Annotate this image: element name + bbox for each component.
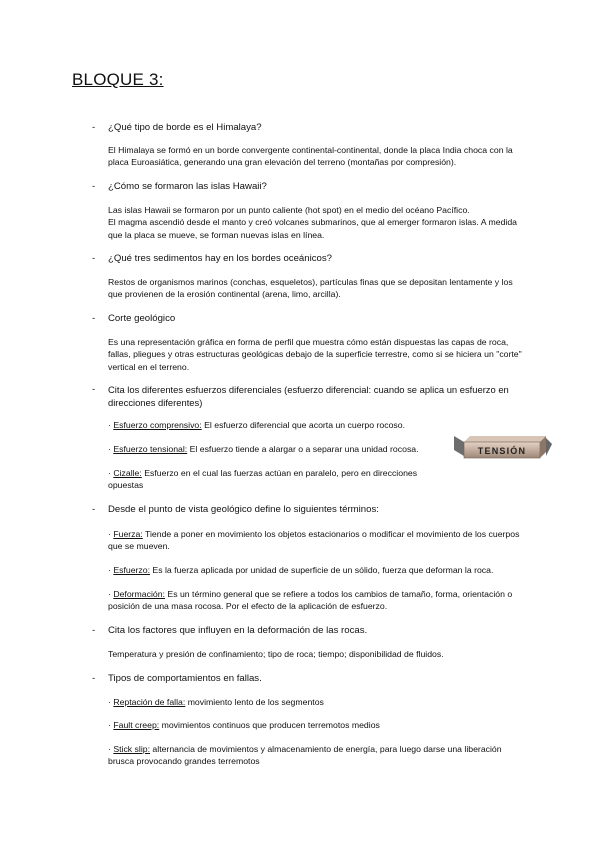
term-item <box>108 588 528 613</box>
item-prefix: · <box>108 589 114 599</box>
term-definition: movimiento lento de los segmentos <box>185 697 324 707</box>
item-prefix: · <box>108 720 114 730</box>
block-top <box>464 436 546 442</box>
term-definition: El esfuerzo diferencial que acorta un cuerpo rocoso. <box>201 420 405 430</box>
item-prefix: · <box>108 420 114 430</box>
term-item <box>108 467 448 492</box>
term-definition: El esfuerzo tiende a alargar o a separar una unidad rocosa. <box>187 444 419 454</box>
term-definition: alternancia de movimientos y almacenamiento de energía, para luego darse una liberación brusca provocando grandes terremotos <box>108 744 502 767</box>
tension-block-image <box>454 432 552 466</box>
term-item <box>108 564 528 576</box>
answer-4: Es una representación gráfica en forma de perfil que muestra cómo están dispuestas las capas de roca, fallas, pliegues y otras estructuras geológicas debajo de la superficie terrestre, como si se hiciera un "corte" vertical en el terreno. <box>108 337 522 372</box>
item-prefix: · <box>108 744 114 754</box>
bullet-dash: - <box>92 504 96 515</box>
term-label: Fuerza: <box>113 529 143 539</box>
term-item <box>108 719 528 731</box>
bullet-dash: - <box>92 384 96 395</box>
term-definition: movimientos continuos que producen terremotos medios <box>159 720 380 730</box>
term-item <box>108 528 528 553</box>
question-text: ¿Qué tres sedimentos hay en los bordes oceánicos? <box>108 253 332 264</box>
term-definition: Esfuerzo en el cual las fuerzas actúan en paralelo, pero en direcciones opuestas <box>108 468 418 491</box>
answer-1: El Himalaya se formó en un borde convergente continental-continental, donde la placa India choca con la placa Euroasiática, generando una gran elevación del terreno (montañas por compresión). <box>108 145 513 168</box>
item-prefix: · <box>108 468 114 478</box>
term-definition: Tiende a poner en movimiento los objetos estacionarios o modificar el movimiento de los cuerpos que se mueven. <box>108 529 520 552</box>
item-prefix: · <box>108 565 114 575</box>
question-text: Cita los diferentes esfuerzos diferenciales (esfuerzo diferencial: cuando se aplica un esfuerzo en direcciones diferentes) <box>108 384 509 408</box>
question-text: Corte geológico <box>108 313 176 324</box>
term-label: Reptación de falla: <box>113 697 186 707</box>
term-label: Esfuerzo: <box>113 565 151 575</box>
question-text: ¿Cómo se formaron las islas Hawaii? <box>108 181 267 192</box>
question-text: Desde el punto de vista geológico define lo siguientes términos: <box>108 504 379 515</box>
bullet-dash: - <box>92 625 96 636</box>
term-label: Deformación: <box>113 589 165 599</box>
answer-3: Restos de organismos marinos (conchas, esqueletos), partículas finas que se depositan lentamente y los que provienen de la erosión continental (arena, limo, arcilla). <box>108 277 513 300</box>
term-definition: Es la fuerza aplicada por unidad de superficie de un sólido, fuerza que deforman la roca. <box>150 565 494 575</box>
item-prefix: · <box>108 697 114 707</box>
term-label: Stick slip: <box>113 744 151 754</box>
bullet-dash: - <box>92 181 96 192</box>
term-item <box>108 419 528 431</box>
right-arrow-shape <box>546 438 552 456</box>
term-label: Fault creep: <box>113 720 160 730</box>
left-arrow-shape <box>454 436 464 456</box>
term-label: Esfuerzo tensional: <box>113 444 188 454</box>
bullet-dash: - <box>92 673 96 684</box>
page-title: BLOQUE 3: <box>72 70 164 89</box>
question-text: ¿Qué tipo de borde es el Himalaya? <box>108 122 262 133</box>
bullet-dash: - <box>92 313 96 324</box>
item-prefix: · <box>108 444 114 454</box>
term-label: Esfuerzo comprensivo: <box>113 420 202 430</box>
answer-2 <box>108 204 528 241</box>
answer-7: Temperatura y presión de confinamiento; tipo de roca; tiempo; disponibilidad de fluidos. <box>108 649 444 659</box>
bullet-dash: - <box>92 122 96 133</box>
item-prefix: · <box>108 529 114 539</box>
question-text: Tipos de comportamientos en fallas. <box>108 673 262 684</box>
question-text: Cita los factores que influyen en la deformación de las rocas. <box>108 625 368 636</box>
term-definition: Es un término general que se refiere a todos los cambios de tamaño, forma, orientación o posición de una masa rocosa. Por el efecto de la aplicación de esfuerzo. <box>108 589 513 612</box>
bullet-dash: - <box>92 253 96 264</box>
tension-label: TENSIÓN <box>477 446 527 456</box>
term-item <box>108 743 528 768</box>
answer-line: El magma ascendió desde el manto y creó volcanes submarinos, que al emerger formaron islas. A medida que la placa se mueve, se forman nuevas islas en línea. <box>108 217 518 240</box>
term-label: Cizalle: <box>113 468 142 478</box>
term-item <box>108 696 528 708</box>
answer-line: Las islas Hawaii se formaron por un punto caliente (hot spot) en el medio del océano Pacífico. <box>108 205 470 215</box>
